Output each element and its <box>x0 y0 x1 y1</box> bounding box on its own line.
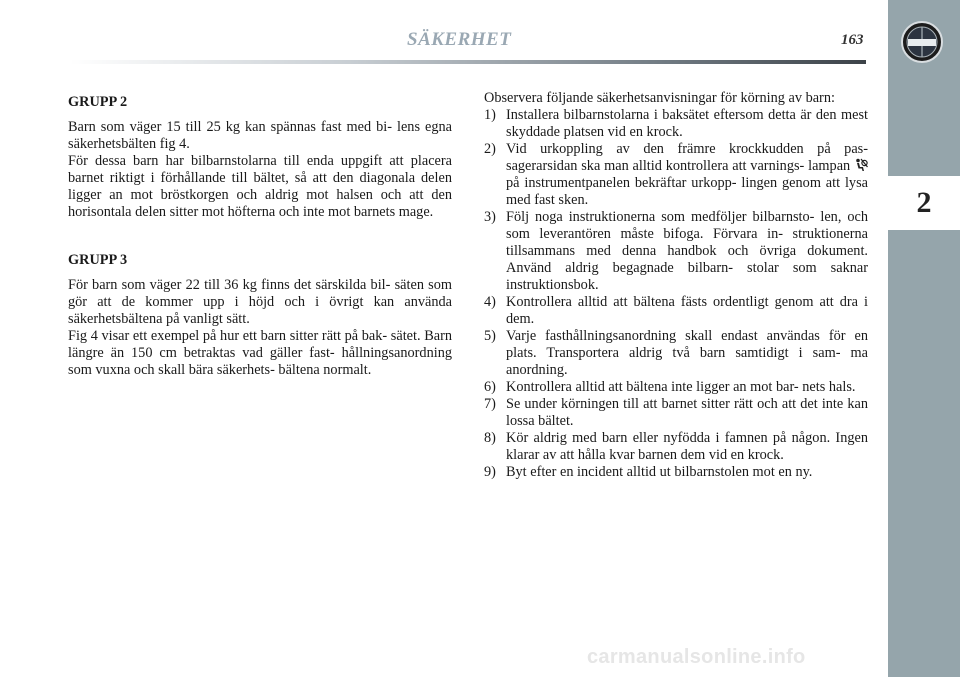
list-item: 3) Följ noga instruktionerna som medföljer bilbarnsto- len, och som leverantören måste bifoga. Förvara in- struktionerna tillsammans med denna handbok och övriga dokument. Använd aldrig begagnade bilbarn- stolar som saknar instruktionsbok. <box>484 209 868 293</box>
list-item: 1) Installera bilbarnstolarna i baksätet eftersom detta är den mest skyddade platsen vid en krock. <box>484 107 868 140</box>
page-number: 163 <box>841 32 864 48</box>
group2-paragraph-2: För dessa barn har bilbarnstolarna till enda uppgift att placera barnet riktigt i förhållande till bältet, så att den diagonala delen ligger an mot bröstkorgen och aldrig mot halsen och att den horisontala delen sitter mot höfterna och inte mot barnets mage. <box>68 153 452 220</box>
header-rule <box>70 60 866 64</box>
list-item: 7) Se under körningen till att barnet sitter rätt och att det inte kan lossa bältet. <box>484 396 868 429</box>
watermark: carmanualsonline.info <box>587 646 806 668</box>
chapter-side-tab <box>888 0 960 677</box>
group2-paragraph-1: Barn som väger 15 till 25 kg kan spännas fast med bi- lens egna säkerhetsbälten fig 4. <box>68 119 452 152</box>
group3-paragraph-2: Fig 4 visar ett exempel på hur ett barn sitter rätt på bak- sätet. Barn längre än 150 cm betraktas vad gäller fast- hållningsanordning som vuxna och skall bära säkerhets- bältena normalt. <box>68 328 452 378</box>
safety-intro: Observera följande säkerhetsanvisningar för körning av barn: <box>484 90 835 106</box>
list-item: 5) Varje fasthållningsanordning skall endast användas för en plats. Transportera aldrig två barn samtidigt i sam- ma anordning. <box>484 328 868 378</box>
lancia-logo-icon <box>900 20 944 64</box>
right-column <box>484 90 868 481</box>
list-item: 4) Kontrollera alltid att bältena fästs ordentligt genom att dra i dem. <box>484 294 868 327</box>
airbag-off-warning-icon <box>854 158 868 172</box>
left-column <box>68 90 452 379</box>
safety-list <box>484 107 868 481</box>
list-item: 9) Byt efter en incident alltid ut bilbarnstolen mot en ny. <box>484 464 813 480</box>
list-item: 6) Kontrollera alltid att bältena inte ligger an mot bar- nets hals. <box>484 379 856 395</box>
list-item: 2) Vid urkoppling av den främre krockkudden på pas- sagerarsidan ska man alltid kontrollera att varnings- lampan på instrumentpanelen bekräftar urkopp- lingen genom att lysa med fast sken. <box>484 141 868 208</box>
chapter-number[interactable]: 2 <box>888 176 960 230</box>
group3-heading: GRUPP 3 <box>68 252 128 268</box>
group2-heading: GRUPP 2 <box>68 94 128 110</box>
page-title: SÄKERHET <box>407 29 512 50</box>
list-item: 8) Kör aldrig med barn eller nyfödda i famnen på någon. Ingen klarar av att hålla kvar barnen dem vid en krock. <box>484 430 868 463</box>
group3-paragraph-1: För barn som väger 22 till 36 kg finns det särskilda bil- säten som gör att de kommer upp i höjd och i övrigt kan använda säkerhetsbältena på vanligt sätt. <box>68 277 452 327</box>
